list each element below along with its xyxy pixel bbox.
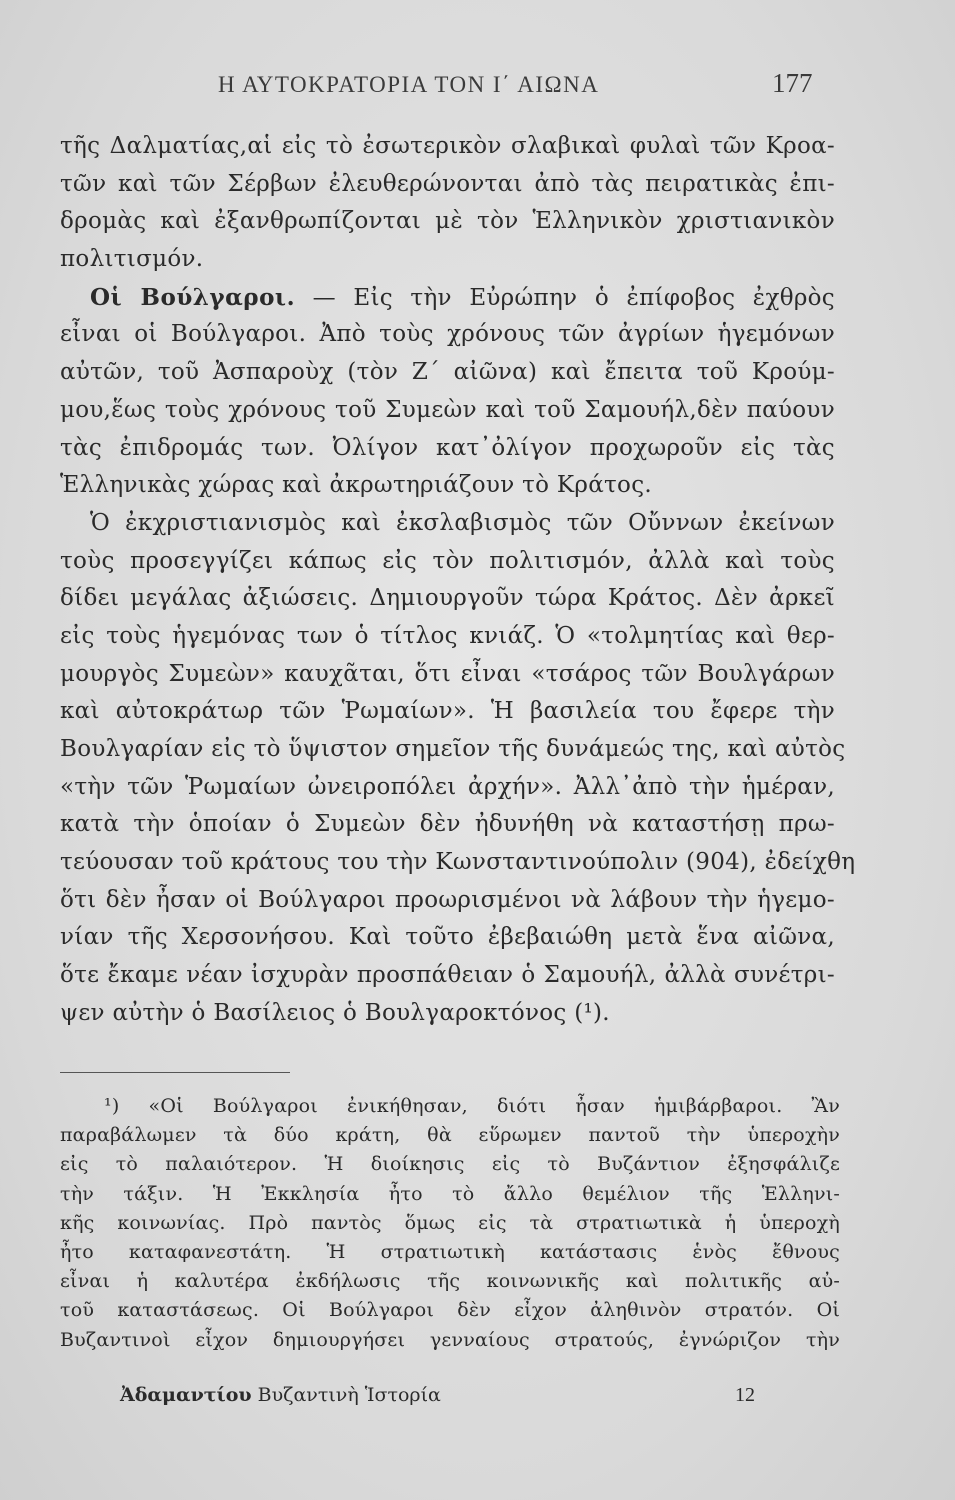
- text-line: τῶν καὶ τῶν Σέρβων ἐλευθερώνονται ἀπὸ τὰς πειρατικὰς ἐπι-: [60, 170, 835, 197]
- text-line: δρομὰς καὶ ἐξανθρωπίζονται μὲ τὸν Ἑλληνικὸν χριστιανικὸν: [60, 208, 835, 235]
- text-line: δίδει μεγάλας ἀξιώσεις. Δημιουργοῦν τώρα Κράτος. Δὲν ἀρκεῖ: [60, 585, 835, 612]
- text-line: ὅτι δὲν ἦσαν οἱ Βούλγαροι προωρισμένοι νὰ λάβουν τὴν ἡγεμο-: [60, 886, 835, 913]
- section-title: Οἱ Βούλγαροι.: [90, 283, 296, 311]
- page-header: [0, 66, 955, 106]
- text-line: τεύουσαν τοῦ κράτους του τὴν Κωνσταντινούπολιν (904), ἐδείχθη: [60, 849, 856, 876]
- text-line: τοὺς προσεγγίζει κάπως εἰς τὸν πολιτισμόν, ἀλλὰ καὶ τοὺς: [60, 547, 835, 574]
- signature-author: Ἀδαμαντίου: [120, 1384, 252, 1406]
- text-line: Ὁ ἐκχριστιανισμὸς καὶ ἐκσλαβισμὸς τῶν Οὔννων ἐκείνων: [90, 509, 835, 536]
- text-line: ψεν αὐτὴν ὁ Βασίλειος ὁ Βουλγαροκτόνος (¹).: [60, 999, 610, 1026]
- footnote-line: ¹) «Οἱ Βούλγαροι ἐνικήθησαν, διότι ἦσαν ἡμιβάρβαροι. Ἂν: [104, 1095, 840, 1117]
- text-line: Ἑλληνικὰς χώρας καὶ ἀκρωτηριάζουν τὸ Κράτος.: [60, 472, 652, 499]
- running-title: Η ΑΥΤΟΚΡΑΤΟΡΙΑ ΤΟΝ Ι΄ ΑΙΩΝΑ: [218, 72, 600, 97]
- text-line: τὰς ἐπιδρομάς των. Ὀλίγον κατ᾽ὀλίγον προχωροῦν εἰς τὰς: [60, 434, 835, 461]
- footnote-line: εἰς τὸ παλαιότερον. Ἡ διοίκησις εἰς τὸ Βυζάντιον ἐξησφάλιζε: [60, 1153, 840, 1176]
- text-line: εἰς τοὺς ἡγεμόνας των ὁ τίτλος κνιάζ. Ὁ «τολμητίας καὶ θερ-: [60, 622, 835, 649]
- footnote-line: κῆς κοινωνίας. Πρὸ παντὸς ὅμως εἰς τὰ στρατιωτικὰ ἡ ὑπεροχὴ: [60, 1211, 840, 1234]
- sheet-number: 12: [735, 1384, 755, 1406]
- book-signature: [120, 1384, 441, 1406]
- text-line: αὐτῶν, τοῦ Ἀσπαροὺχ (τὸν Ζ΄ αἰῶνα) καὶ ἔπειτα τοῦ Κρούμ-: [60, 359, 835, 386]
- text-line: μουργὸς Συμεὼν» καυχᾶται, ὅτι εἶναι «τσάρος τῶν Βουλγάρων: [60, 660, 835, 687]
- page-number: 177: [772, 68, 813, 98]
- footnotes: [60, 1092, 840, 1355]
- text-line: κατὰ τὴν ὁποίαν ὁ Συμεὼν δὲν ἠδυνήθη νὰ καταστήσῃ πρω-: [60, 811, 835, 838]
- text-line: νίαν τῆς Χερσονήσου. Καὶ τοῦτο ἐβεβαιώθη μετὰ ἕνα αἰῶνα,: [60, 924, 835, 951]
- body-text: [60, 128, 856, 1033]
- text-line: εἶναι οἱ Βούλγαροι. Ἀπὸ τοὺς χρόνους τῶν ἀγρίων ἡγεμόνων: [60, 321, 835, 348]
- text-line: «τὴν τῶν Ῥωμαίων ὠνειροπόλει ἀρχήν». Ἀλλ᾽ἀπὸ τὴν ἡμέραν,: [60, 773, 835, 800]
- text-line: μου,ἕως τοὺς χρόνους τοῦ Συμεὼν καὶ τοῦ Σαμουήλ,δὲν παύουν: [60, 396, 835, 423]
- signature-line: [120, 1384, 800, 1414]
- text-line: πολιτισμόν.: [60, 246, 204, 273]
- footnote-line: παραβάλωμεν τὰ δύο κράτη, θὰ εὕρωμεν παντοῦ τὴν ὑπεροχὴν: [60, 1124, 840, 1147]
- section-heading-line: [60, 279, 835, 317]
- footnote-line: εἶναι ἡ καλυτέρα ἐκδήλωσις τῆς κοινωνικῆς καὶ πολιτικῆς αὐ-: [60, 1270, 840, 1293]
- footnote-line: ἦτο καταφανεστάτη. Ἡ στρατιωτικὴ κατάστασις ἑνὸς ἔθνους: [60, 1240, 840, 1263]
- footnote-line: τὴν τάξιν. Ἡ Ἐκκλησία ἦτο τὸ ἄλλο θεμέλιον τῆς Ἑλληνι-: [60, 1182, 840, 1205]
- text-fragment: — Εἰς τὴν Εὐρώπην ὁ ἐπίφοβος ἐχθρὸς: [295, 284, 835, 311]
- footnote-line: τοῦ καταστάσεως. Οἱ Βούλγαροι δὲν εἶχον ἀληθινὸν στρατόν. Οἱ: [60, 1299, 840, 1322]
- text-line: Βουλγαρίαν εἰς τὸ ὕψιστον σημεῖον τῆς δυνάμεώς της, καὶ αὐτὸς: [60, 736, 846, 762]
- signature-title: Βυζαντινὴ Ἱστορία: [251, 1384, 441, 1406]
- text-line: ὅτε ἔκαμε νέαν ἰσχυρὰν προσπάθειαν ὁ Σαμουήλ, ἀλλὰ συνέτρι-: [60, 962, 835, 989]
- footnote-line: Βυζαντινοὶ εἶχον δημιουργήσει γενναίους στρατούς, ἐγνώριζον τὴν: [60, 1328, 840, 1351]
- text-line: καὶ αὐτοκράτωρ τῶν Ῥωμαίων». Ἡ βασιλεία του ἔφερε τὴν: [60, 698, 835, 725]
- footnote-divider: [60, 1072, 290, 1073]
- text-line: τῆς Δαλματίας,αἱ εἰς τὸ ἐσωτερικὸν σλαβικαὶ φυλαὶ τῶν Κροα-: [60, 133, 835, 159]
